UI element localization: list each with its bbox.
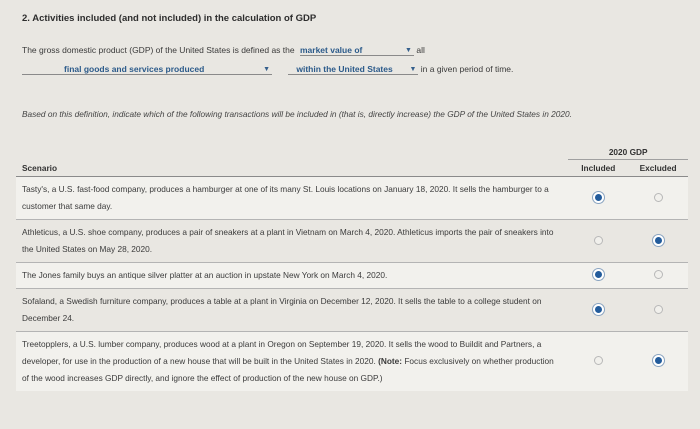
table-row [16, 263, 688, 289]
scenario-text: The Jones family buys an antique silver platter at an auction in upstate New York on March 4, 2020. [22, 270, 388, 280]
table-row [16, 332, 688, 392]
value-dropdown-label: market value of [299, 45, 363, 55]
excluded-radio[interactable] [654, 270, 663, 279]
table-row [16, 289, 688, 332]
location-dropdown-label: within the United States [296, 64, 393, 74]
included-header: Included [581, 163, 616, 173]
table-row [16, 220, 688, 263]
table-row [16, 177, 688, 220]
excluded-radio[interactable] [653, 355, 664, 366]
scenario-header: Scenario [22, 162, 58, 173]
scenario-text: Sofaland, a Swedish furniture company, produces a table at a plant in Virginia on December 12, 2020. It sells the table to a college student on December 24. [22, 296, 542, 323]
note-text: Focus exclusively on whether production of the wood increases GDP directly, and ignore the effect of production of the new house on GDP.) [22, 356, 554, 383]
definition-text-2: all [416, 45, 425, 55]
group-header: 2020 GDP [568, 145, 688, 160]
definition-text-1: The gross domestic product (GDP) of the United States is defined as the [22, 45, 295, 55]
excluded-radio[interactable] [653, 235, 664, 246]
scenario-text: Athleticus, a U.S. shoe company, produces a pair of sneakers at a plant in Vietnam on March 4, 2020. Athleticus imports the pair of sneakers into the United States on May 28, 2020. [22, 227, 554, 254]
instruction-text: Based on this definition, indicate which of the following transactions will be included in (that is, directly increase) the GDP of the United States in 2020. [22, 109, 572, 119]
goods-dropdown-label: final goods and services produced [64, 64, 205, 74]
excluded-radio[interactable] [654, 193, 663, 202]
location-dropdown[interactable] [288, 64, 418, 75]
question-title: 2. Activities included (and not included) in the calculation of GDP [22, 13, 317, 24]
scenario-text-main: Treetopplers, a U.S. lumber company, produces wood at a plant in Oregon on September 19, 2020. It sells the wood to Buildit and Partners, a developer, for use in the production of a new house that will be built in the United States in 2020. [22, 339, 542, 366]
included-radio[interactable] [594, 356, 603, 365]
gdp-table [16, 145, 688, 391]
included-radio[interactable] [593, 269, 604, 280]
scenario-text: Tasty's, a U.S. fast-food company, produces a hamburger at one of its many St. Louis locations on January 18, 2020. It sells the hamburger to a customer that same day. [22, 184, 549, 211]
definition-text-3: in a given period of time. [420, 64, 514, 74]
scenario-text [16, 332, 568, 392]
excluded-radio[interactable] [654, 305, 663, 314]
included-radio[interactable] [594, 236, 603, 245]
included-radio[interactable] [593, 192, 604, 203]
chevron-down-icon: ▼ [409, 66, 417, 73]
note-label: (Note: [378, 356, 403, 366]
chevron-down-icon: ▼ [263, 66, 270, 73]
goods-dropdown[interactable] [22, 64, 272, 75]
gdp-definition [22, 45, 682, 83]
excluded-header: Excluded [639, 163, 677, 173]
value-dropdown[interactable] [300, 45, 414, 56]
chevron-down-icon: ▼ [405, 47, 412, 54]
included-radio[interactable] [593, 304, 604, 315]
